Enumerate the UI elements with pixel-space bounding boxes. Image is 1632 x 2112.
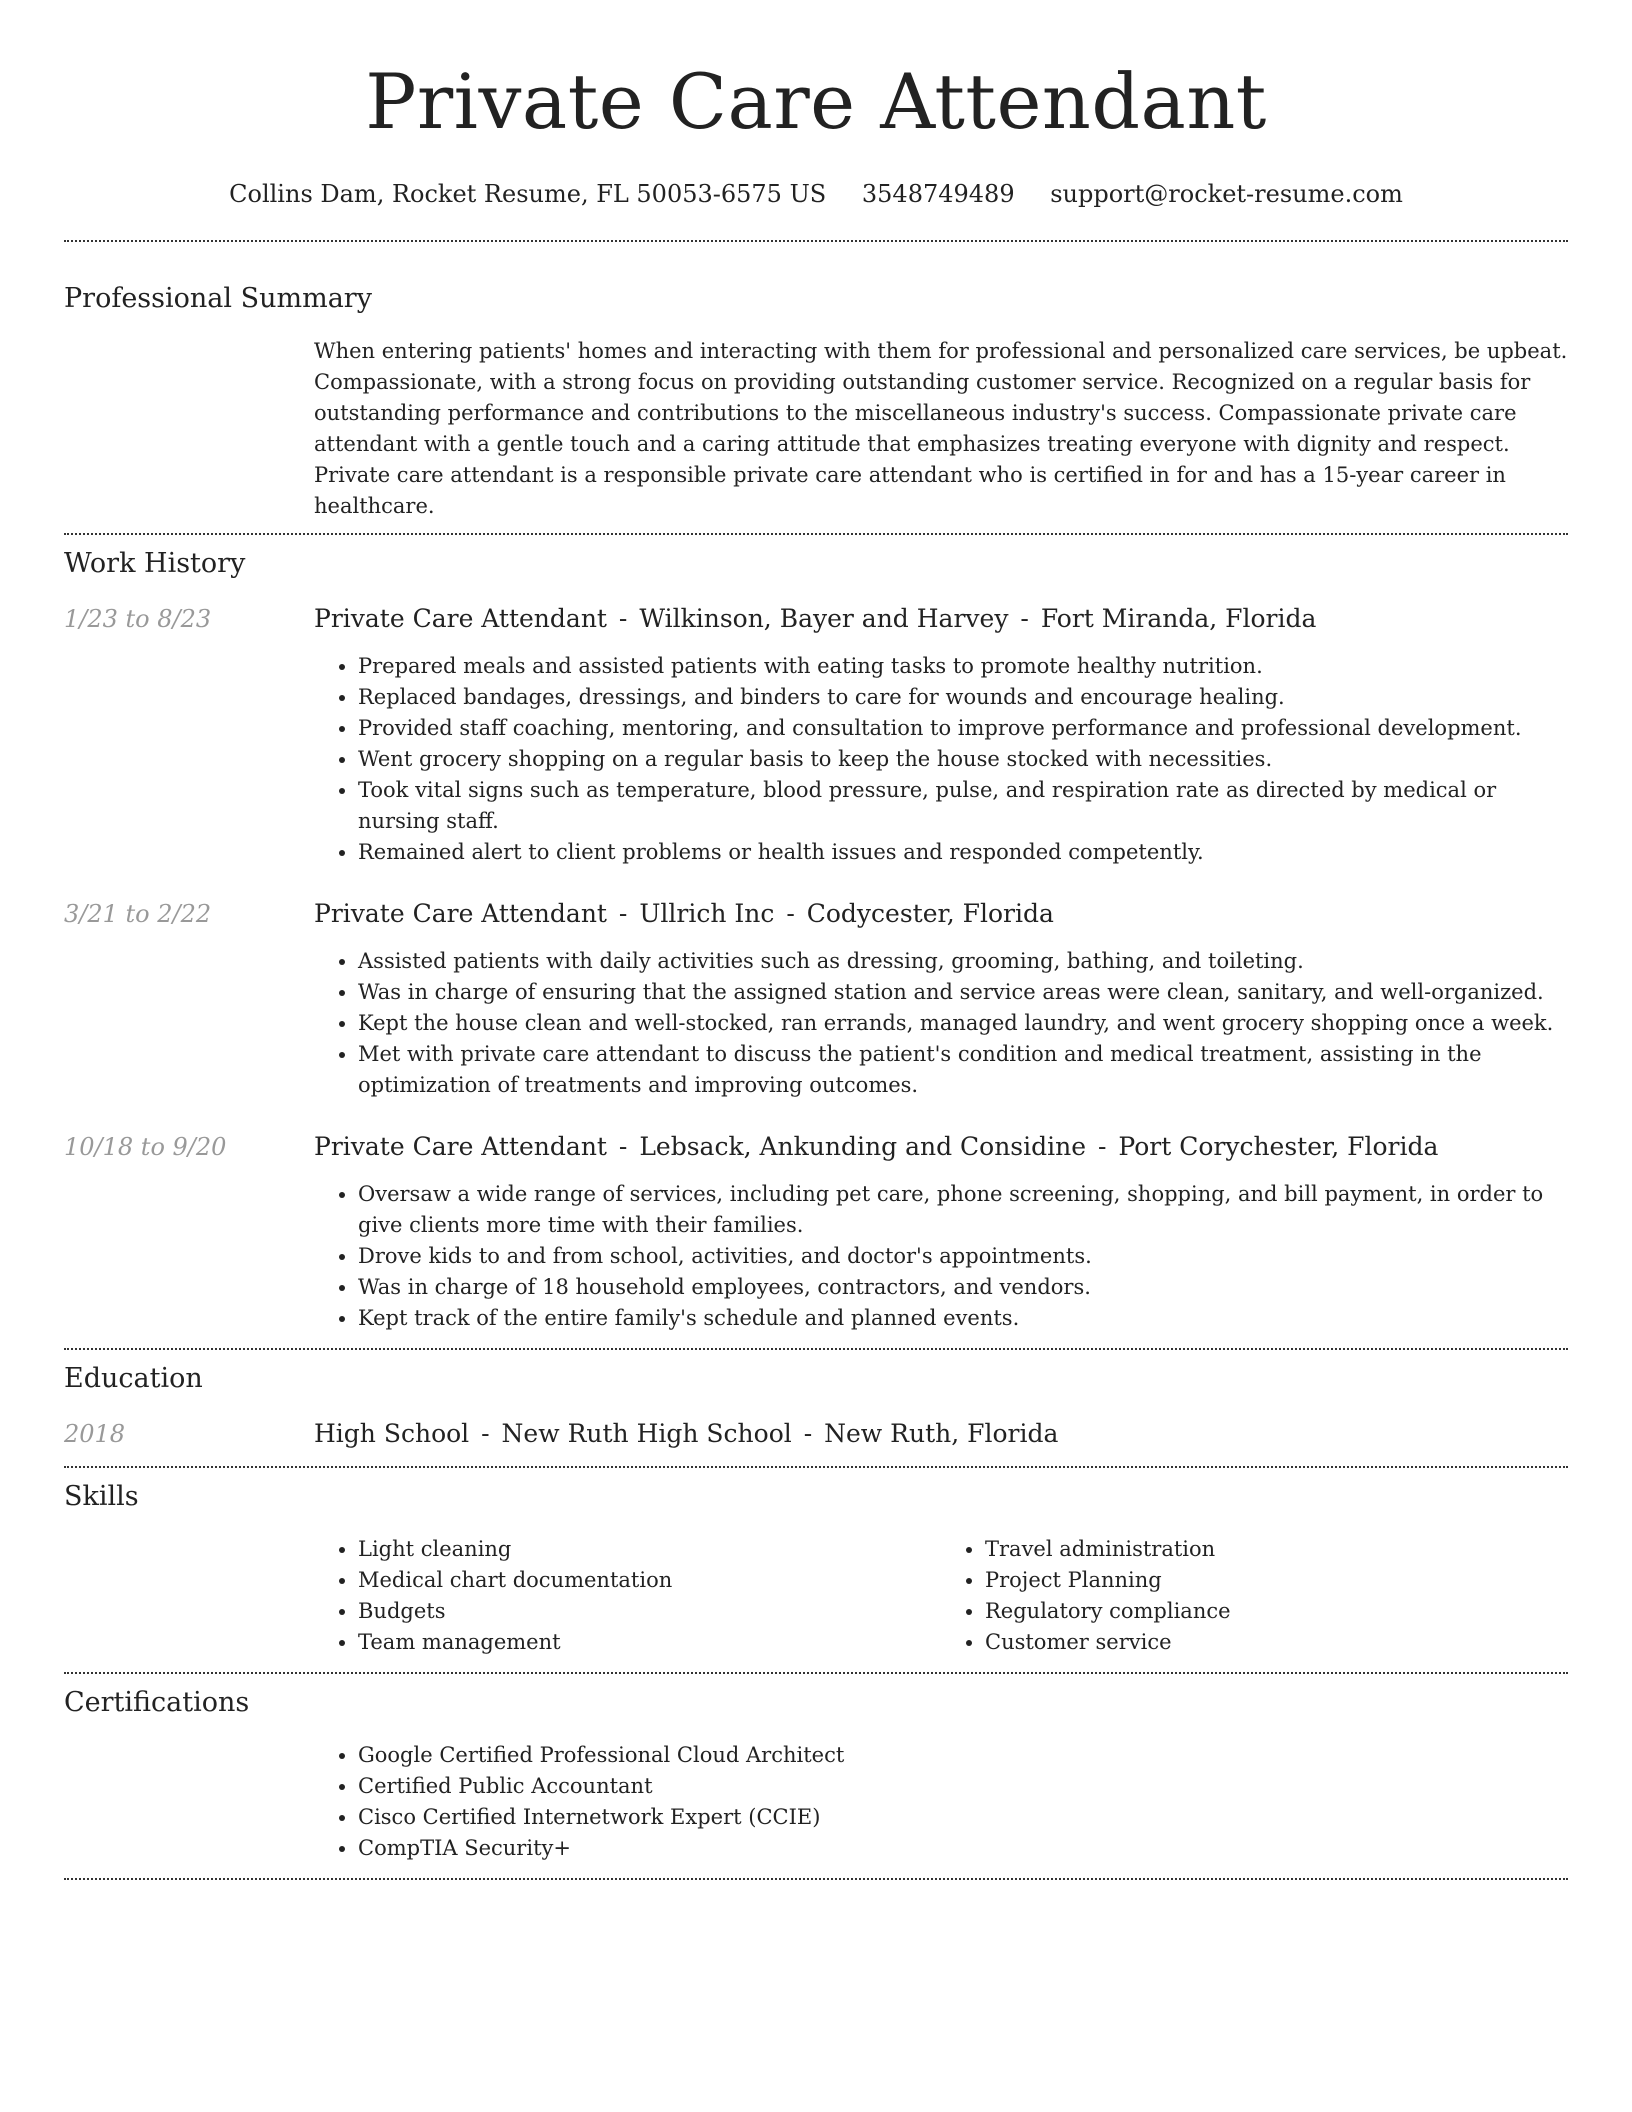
job-location: Port Corychester, Florida [1118, 1132, 1439, 1161]
education-title [314, 1418, 1568, 1450]
list-item: • Remained alert to client problems or health issues and responded competently. [358, 837, 1568, 868]
section-title-work: Work History [64, 548, 246, 579]
education-location: New Ruth, Florida [824, 1419, 1059, 1448]
education-degree: High School [314, 1419, 470, 1448]
education-separator: - [481, 1419, 490, 1448]
list-item: • Drove kids to and from school, activities, and doctor's appointments. [358, 1241, 1568, 1272]
job-employer: Ullrich Inc [639, 899, 775, 928]
job-entry [64, 1131, 1568, 1334]
list-item: • Kept the house clean and well-stocked, ran errands, managed laundry, and went grocery shopping once a week. [358, 1008, 1568, 1039]
section-title-skills: Skills [64, 1481, 139, 1512]
page-title: Private Care Attendant [365, 57, 1267, 146]
list-item: • Prepared meals and assisted patients with eating tasks to promote healthy nutrition. [358, 651, 1568, 682]
list-item: • Met with private care attendant to discuss the patient's condition and medical treatment, assisting in the optimization of treatments and improving outcomes. [358, 1039, 1568, 1101]
contact-phone: 3548749489 [861, 180, 1015, 208]
list-item: • Replaced bandages, dressings, and binders to care for wounds and encourage healing. [358, 682, 1568, 713]
job-entry [64, 603, 1568, 868]
list-item: • Light cleaning [358, 1534, 941, 1565]
job-separator: - [618, 1132, 628, 1161]
divider [64, 533, 1568, 535]
list-item: • Was in charge of 18 household employees, contractors, and vendors. [358, 1272, 1568, 1303]
education-separator: - [803, 1419, 813, 1448]
skills-column [941, 1534, 1568, 1658]
job-date: 1/23 to 8/23 [64, 605, 212, 633]
job-entry [64, 898, 1568, 1101]
certifications-list [314, 1740, 1568, 1864]
job-separator: - [1097, 1132, 1107, 1161]
divider [64, 1466, 1568, 1468]
list-item: • Was in charge of ensuring that the assigned station and service areas were clean, sanitary, and well-organized. [358, 977, 1568, 1008]
job-bullets [314, 946, 1568, 1101]
divider [64, 1672, 1568, 1674]
list-item: • Took vital signs such as temperature, blood pressure, pulse, and respiration rate as directed by medical or nursing staff. [358, 775, 1568, 837]
job-location: Codycester, Florida [806, 899, 1054, 928]
list-item: • Kept track of the entire family's schedule and planned events. [358, 1303, 1568, 1334]
section-title-education: Education [64, 1363, 203, 1394]
list-item: • Project Planning [985, 1565, 1568, 1596]
education-school: New Ruth High School [501, 1419, 792, 1448]
skills-column [314, 1534, 941, 1658]
list-item: • Medical chart documentation [358, 1565, 941, 1596]
job-employer: Lebsack, Ankunding and Considine [639, 1132, 1087, 1161]
job-separator: - [786, 899, 795, 928]
list-item: • Certified Public Accountant [358, 1771, 1568, 1802]
job-title [314, 898, 1568, 930]
education-date: 2018 [64, 1420, 126, 1448]
job-separator: - [618, 604, 628, 633]
section-title-certifications: Certifications [64, 1687, 250, 1718]
education-entry [64, 1418, 1568, 1450]
summary-text: When entering patients' homes and interacting with them for professional and personalized care services, be upbeat. Compassionate, with a strong focus on providing outstanding customer service. Recognized on a regular basis for outstanding performance and contributions to the miscellaneous industry's success. Compassionate private care attendant with a gentle touch and a caring attitude that emphasizes treating everyone with dignity and respect. Private care attendant is a responsible private care attendant who is certified in for and has a 15-year career in healthcare. [314, 339, 1568, 518]
divider [64, 240, 1568, 242]
job-position: Private Care Attendant [314, 1132, 607, 1161]
list-item: • Customer service [985, 1627, 1568, 1658]
job-separator: - [1020, 604, 1029, 633]
list-item: • Went grocery shopping on a regular basis to keep the house stocked with necessities. [358, 744, 1568, 775]
job-date: 10/18 to 9/20 [64, 1133, 227, 1161]
divider [64, 1348, 1568, 1350]
list-item: • Google Certified Professional Cloud Architect [358, 1740, 1568, 1771]
job-location: Fort Miranda, Florida [1040, 604, 1317, 633]
contact-line [64, 178, 1568, 210]
skills-list [314, 1534, 1568, 1658]
list-item: • Cisco Certified Internetwork Expert (CCIE) [358, 1802, 1568, 1833]
job-bullets [314, 1179, 1568, 1334]
contact-address: Collins Dam, Rocket Resume, FL 50053-6575 US [229, 180, 827, 208]
list-item: • Regulatory compliance [985, 1596, 1568, 1627]
job-date: 3/21 to 2/22 [64, 900, 212, 928]
list-item: • Assisted patients with daily activities such as dressing, grooming, bathing, and toileting. [358, 946, 1568, 977]
list-item: • Oversaw a wide range of services, including pet care, phone screening, shopping, and bill payment, in order to give clients more time with their families. [358, 1179, 1568, 1241]
job-employer: Wilkinson, Bayer and Harvey [639, 604, 1009, 633]
job-separator: - [618, 899, 628, 928]
contact-email: support@rocket-resume.com [1050, 180, 1403, 208]
job-position: Private Care Attendant [314, 604, 607, 633]
job-title [314, 1131, 1568, 1163]
list-item: • Team management [358, 1627, 941, 1658]
divider [64, 1878, 1568, 1880]
list-item: • CompTIA Security+ [358, 1833, 1568, 1864]
job-position: Private Care Attendant [314, 899, 607, 928]
job-bullets [314, 651, 1568, 868]
job-title [314, 603, 1568, 635]
list-item: • Budgets [358, 1596, 941, 1627]
resume-page [64, 0, 1568, 1880]
list-item: • Travel administration [985, 1534, 1568, 1565]
list-item: • Provided staff coaching, mentoring, and consultation to improve performance and professional development. [358, 713, 1568, 744]
section-title-summary: Professional Summary [64, 283, 372, 314]
